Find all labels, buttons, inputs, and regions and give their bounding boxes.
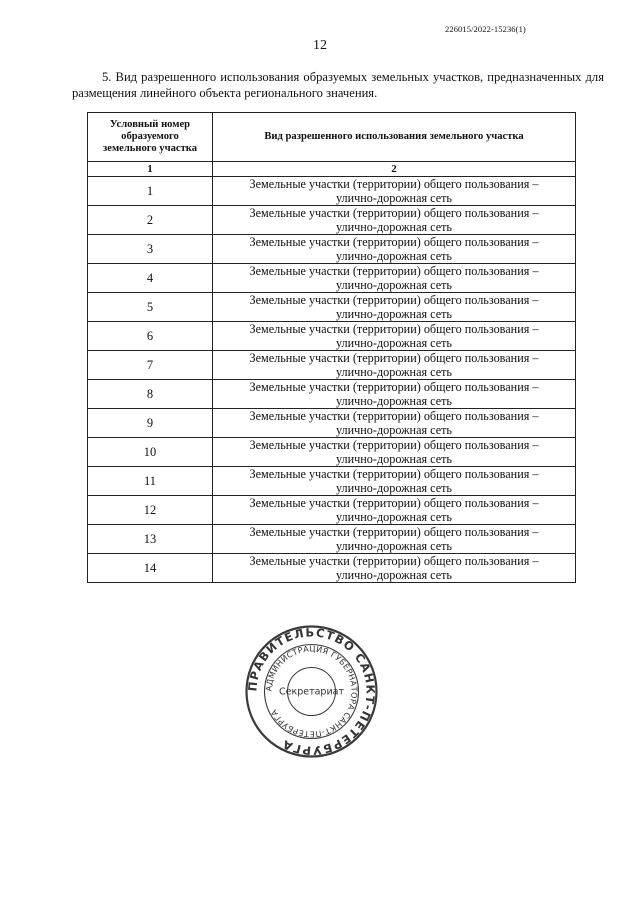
- use-type-line-2: улично-дорожная сеть: [335, 423, 452, 437]
- use-type-line-1: Земельные участки (территории) общего пользования –: [249, 554, 539, 568]
- table-row: [88, 264, 576, 293]
- table-row: [88, 206, 576, 235]
- plot-number-cell: 8: [88, 380, 213, 409]
- plot-number-cell: 14: [88, 554, 213, 583]
- plot-number-cell: 4: [88, 264, 213, 293]
- use-type-cell: [213, 235, 576, 264]
- official-seal-stamp: [244, 624, 379, 759]
- table-row: [88, 525, 576, 554]
- plot-number-cell: 6: [88, 322, 213, 351]
- plot-number-cell: 3: [88, 235, 213, 264]
- table-row: [88, 554, 576, 583]
- page-number: 12: [313, 38, 327, 53]
- plot-number-cell: 12: [88, 496, 213, 525]
- use-type-line-2: улично-дорожная сеть: [335, 481, 452, 495]
- plot-number-cell: 11: [88, 467, 213, 496]
- use-type-cell: [213, 380, 576, 409]
- use-type-line-2: улично-дорожная сеть: [335, 220, 452, 234]
- use-type-line-2: улично-дорожная сеть: [335, 568, 452, 582]
- table-body: [88, 177, 576, 583]
- use-type-cell: [213, 264, 576, 293]
- use-type-line-1: Земельные участки (территории) общего пользования –: [249, 525, 539, 539]
- use-type-cell: [213, 554, 576, 583]
- column-number-1: 1: [88, 162, 213, 177]
- use-type-cell: [213, 351, 576, 380]
- use-type-cell: [213, 293, 576, 322]
- table-row: [88, 409, 576, 438]
- section-paragraph: 5. Вид разрешенного использования образуемых земельных участков, предназначенных для размещения линейного объекта регионального значения.: [72, 70, 604, 100]
- use-type-line-1: Земельные участки (территории) общего пользования –: [249, 235, 539, 249]
- table-row: [88, 438, 576, 467]
- use-type-line-1: Земельные участки (территории) общего пользования –: [249, 496, 539, 510]
- table-row: [88, 380, 576, 409]
- use-type-cell: [213, 206, 576, 235]
- use-type-line-1: Земельные участки (территории) общего пользования –: [249, 467, 539, 481]
- table-row: [88, 235, 576, 264]
- table-header-plot-number: Условный номер образуемого земельного участка: [88, 113, 213, 162]
- use-type-line-1: Земельные участки (территории) общего пользования –: [249, 293, 539, 307]
- seal-outer-text: ПРАВИТЕЛЬСТВО САНКТ-ПЕТЕРБУРГА: [245, 625, 378, 758]
- use-type-line-2: улично-дорожная сеть: [335, 452, 452, 466]
- table-row: [88, 467, 576, 496]
- plot-number-cell: 5: [88, 293, 213, 322]
- table-header-use-type: Вид разрешенного использования земельного участка: [213, 113, 576, 162]
- table-row: [88, 351, 576, 380]
- use-type-line-1: Земельные участки (территории) общего пользования –: [249, 409, 539, 423]
- use-type-line-1: Земельные участки (территории) общего пользования –: [249, 206, 539, 220]
- seal-inner-text: АДМИНИСТРАЦИЯ ГУБЕРНАТОРА САНКТ-ПЕТЕРБУРГА: [264, 644, 359, 739]
- use-type-line-2: улично-дорожная сеть: [335, 510, 452, 524]
- use-type-line-2: улично-дорожная сеть: [335, 336, 452, 350]
- seal-center-text: Секретариат: [278, 686, 345, 698]
- use-type-line-1: Земельные участки (территории) общего пользования –: [249, 322, 539, 336]
- use-type-line-2: улично-дорожная сеть: [335, 191, 452, 205]
- use-type-line-1: Земельные участки (территории) общего пользования –: [249, 438, 539, 452]
- use-type-line-2: улично-дорожная сеть: [335, 365, 452, 379]
- column-number-2: 2: [213, 162, 576, 177]
- use-type-cell: [213, 177, 576, 206]
- land-use-table: [87, 112, 576, 583]
- plot-number-cell: 13: [88, 525, 213, 554]
- use-type-line-1: Земельные участки (территории) общего пользования –: [249, 177, 539, 191]
- document-number: 226015/2022-15236(1): [445, 24, 526, 34]
- table-row: [88, 293, 576, 322]
- table-row: [88, 322, 576, 351]
- use-type-line-2: улично-дорожная сеть: [335, 307, 452, 321]
- table-row: [88, 177, 576, 206]
- use-type-line-1: Земельные участки (территории) общего пользования –: [249, 264, 539, 278]
- plot-number-cell: 10: [88, 438, 213, 467]
- plot-number-cell: 1: [88, 177, 213, 206]
- use-type-line-1: Земельные участки (территории) общего пользования –: [249, 380, 539, 394]
- plot-number-cell: 7: [88, 351, 213, 380]
- use-type-line-2: улично-дорожная сеть: [335, 539, 452, 553]
- use-type-cell: [213, 322, 576, 351]
- table-row: [88, 496, 576, 525]
- use-type-cell: [213, 438, 576, 467]
- use-type-cell: [213, 409, 576, 438]
- plot-number-cell: 2: [88, 206, 213, 235]
- use-type-cell: [213, 496, 576, 525]
- use-type-line-2: улично-дорожная сеть: [335, 249, 452, 263]
- use-type-cell: [213, 467, 576, 496]
- use-type-cell: [213, 525, 576, 554]
- use-type-line-2: улично-дорожная сеть: [335, 394, 452, 408]
- use-type-line-2: улично-дорожная сеть: [335, 278, 452, 292]
- plot-number-cell: 9: [88, 409, 213, 438]
- use-type-line-1: Земельные участки (территории) общего пользования –: [249, 351, 539, 365]
